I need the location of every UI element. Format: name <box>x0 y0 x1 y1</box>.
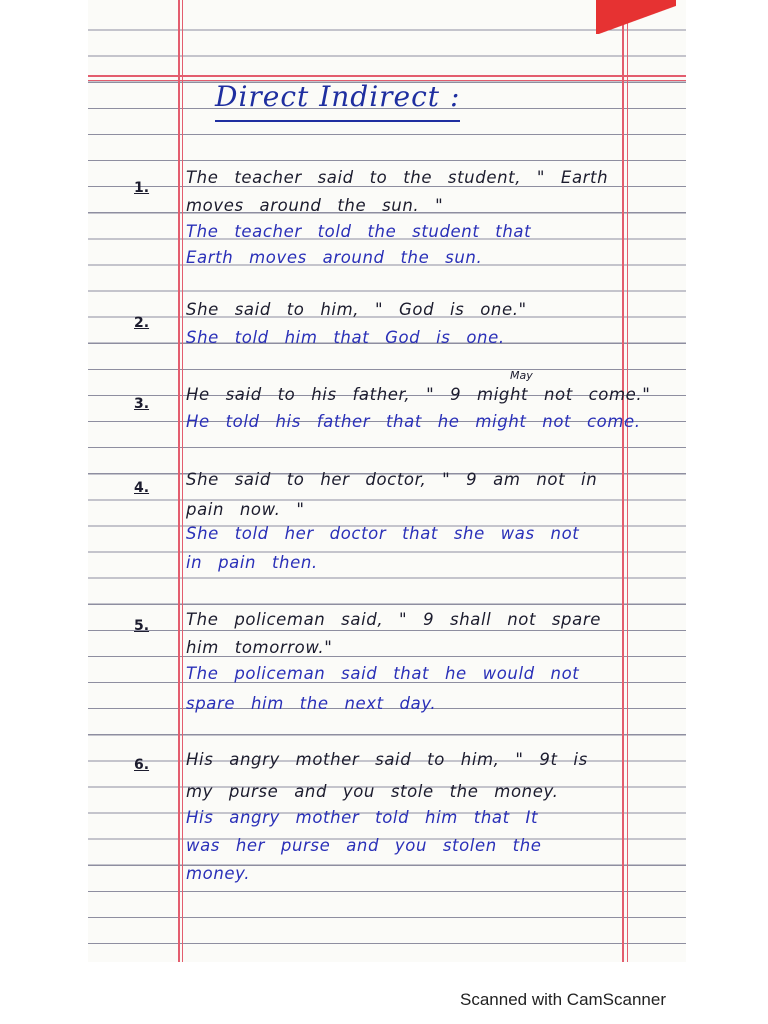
left-margin-line <box>178 0 180 962</box>
item-number: 1. <box>134 180 150 196</box>
indirect-line: was her purse and you stolen the <box>186 836 542 855</box>
item-number: 6. <box>134 757 150 773</box>
indirect-line: money. <box>186 864 251 883</box>
indirect-line: He told his father that he might not come. <box>186 412 641 431</box>
direct-line: moves around the sun. " <box>186 196 444 215</box>
item-number: 2. <box>134 315 150 331</box>
indirect-line: His angry mother told him that It <box>186 808 539 827</box>
title-underline <box>215 120 460 122</box>
indirect-line: The teacher told the student that <box>186 222 532 241</box>
direct-line: pain now. " <box>186 500 305 519</box>
item-number: 3. <box>134 396 150 412</box>
direct-line: His angry mother said to him, " 9t is <box>186 750 588 769</box>
indirect-line: in pain then. <box>186 553 318 572</box>
inserted-word: May <box>510 369 533 382</box>
item-number: 4. <box>134 480 150 496</box>
indirect-line: The policeman said that he would not <box>186 664 580 683</box>
direct-line: him tomorrow." <box>186 638 333 657</box>
direct-line: my purse and you stole the money. <box>186 782 559 801</box>
direct-line: The policeman said, " 9 shall not spare <box>186 610 601 629</box>
direct-line: The teacher said to the student, " Earth <box>186 168 609 187</box>
indirect-line: Earth moves around the sun. <box>186 248 483 267</box>
item-number: 5. <box>134 618 150 634</box>
scanner-watermark: Scanned with CamScanner <box>460 990 667 1009</box>
direct-line: He said to his father, " 9 might not come." <box>186 385 651 404</box>
direct-line: She said to her doctor, " 9 am not in <box>186 470 598 489</box>
direct-line: She said to him, " God is one." <box>186 300 527 319</box>
indirect-line: She told her doctor that she was not <box>186 524 580 543</box>
red-corner-tab <box>596 0 676 34</box>
page-title: Direct Indirect : <box>215 80 461 113</box>
left-margin-line-2 <box>182 0 183 962</box>
indirect-line: spare him the next day. <box>186 694 437 713</box>
indirect-line: She told him that God is one. <box>186 328 505 347</box>
